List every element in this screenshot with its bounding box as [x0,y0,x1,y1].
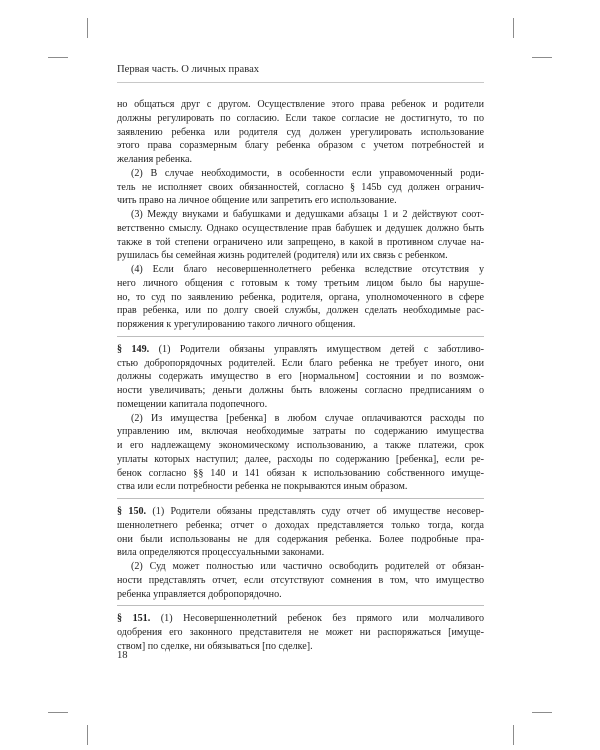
paragraph [117,263,484,332]
text-line: но общаться друг с другом. Осуществление этого права ребенок и родители [117,99,484,110]
paragraph [117,208,484,263]
crop-mark [513,725,514,745]
text-line: него личного общения с готовым к тому третьим лицом было бы наруше- [117,277,484,289]
crop-mark [532,57,552,58]
paragraph [117,412,484,495]
running-header: Первая часть. О личных правах [117,64,260,75]
text-line: § 150. (1) Родители обязаны представлять суду отчет об имуществе несовер- [117,506,485,517]
section-number: § 149. [117,343,150,355]
crop-mark [48,57,68,58]
text-line: бенок согласно §§ 140 и 141 обязан к использованию собственного имуще- [117,467,484,479]
text-line: ности увеличивать; деньги должны быть вложены согласно предписаниям о [117,385,484,396]
text-line: этого права соразмерным благу ребенка образом с учетом потребностей и [117,140,484,152]
page-body [117,98,484,654]
text-line: уплаты которых наступил; далее, расходы по содержанию [ребенка], если ре- [117,453,484,465]
crop-mark [87,18,88,38]
text-line: должны регулировать по согласию. Если такое согласие не достигнуто, то по [117,112,484,124]
text-line: ством] по сделке, ни обязываться [по сделке]. [117,640,313,652]
text-line: тель не исполняет своих обязанностей, согласно § 145b суд должен огранич- [117,181,484,193]
text-line: (2) В случае необходимости, в особенности если управомоченный роди- [131,167,484,179]
text-line: прав ребенка, или по долгу своей службы, должен сделать необходимые рас- [117,305,484,317]
text-line: § 149. (1) Родители обязаны управлять имуществом детей с заботливо- [117,343,484,355]
text-line: должны содержать имущество в его [нормальном] состоянии и по возмож- [117,371,484,383]
text-line: также в той степени ограничено или запрещено, в какой в противном случае на- [117,236,484,248]
crop-mark [48,712,68,713]
text-line: ветственно смыслу. Однако осуществление прав бабушек и дедушек должно быть [117,222,484,234]
text-line: (2) Из имущества [ребенка] в любом случае оплачиваются расходы по [131,412,484,424]
text-line: чить право на личное общение или запретить его использование. [117,195,397,207]
section-number: § 150. [117,506,147,517]
section-divider [117,498,484,499]
paragraph [117,560,484,601]
paragraph [117,98,484,167]
section-divider [117,336,484,337]
text-line: одобрения его законного представителя не может ни распоряжаться [имуще- [117,627,484,638]
text-line: заявлению ребенка или родителя суд должен урегулировать использование [117,126,484,138]
text-line: рушилась бы семейная жизнь родителей (родителя) или их связь с ребенком. [117,250,448,262]
section-divider [117,605,484,606]
text-line: ребенка управляется добропорядочно. [117,588,282,600]
text-line: вила определяются процессуальными законами. [117,547,325,559]
text-line: (3) Между внуками и бабушками и дедушками абзацы 1 и 2 действуют соот- [131,209,484,220]
text-line: желания ребенка. [117,154,192,165]
text-line: шеннолетнего ребенка; отчет о доходах представляется только тогда, когда [117,519,484,531]
text-line: они были использованы не для содержания ребенка. Более подробные пра- [117,533,484,545]
text-line: управлению им, включая необходимые затраты по содержанию имущества [117,426,484,438]
section-150 [117,505,484,601]
header-rule [117,82,484,83]
intro-block [117,98,484,332]
text-line: помещении капитала подопечного. [117,398,268,410]
crop-mark [87,725,88,745]
text-line: § 151. (1) Несовершеннолетний ребенок без прямого или молчаливого [117,613,485,625]
paragraph [117,343,484,412]
section-151 [117,612,484,653]
text-line: ности представлять отчет, если отсутствуют сомнения в том, что имущество [117,574,484,586]
paragraph [117,612,484,653]
section-149 [117,343,484,494]
text-line: стью добропорядочных родителей. Если благо ребенка не требует иного, они [117,357,484,369]
text-line: (2) Суд может полностью или частично освободить родителей от обязан- [131,561,484,572]
crop-mark [513,18,514,38]
text-line: (4) Если благо несовершеннолетнего ребенка вследствие отсутствия у [131,264,484,275]
text-line: ства или если потребности ребенка не покрываются иным образом. [117,481,408,493]
page-number: 18 [117,650,128,661]
paragraph [117,167,484,208]
text-line: и его надлежащему экономическому использованию, а также платежи, срок [117,440,484,451]
text-line: поряжения к урегулированию такого личного общения. [117,319,356,330]
paragraph [117,505,484,560]
section-number: § 151. [117,613,151,625]
crop-mark [532,712,552,713]
text-line: но, то суд по заявлению ребенка, родителя, органа, уполномоченного в сфере [117,291,484,303]
